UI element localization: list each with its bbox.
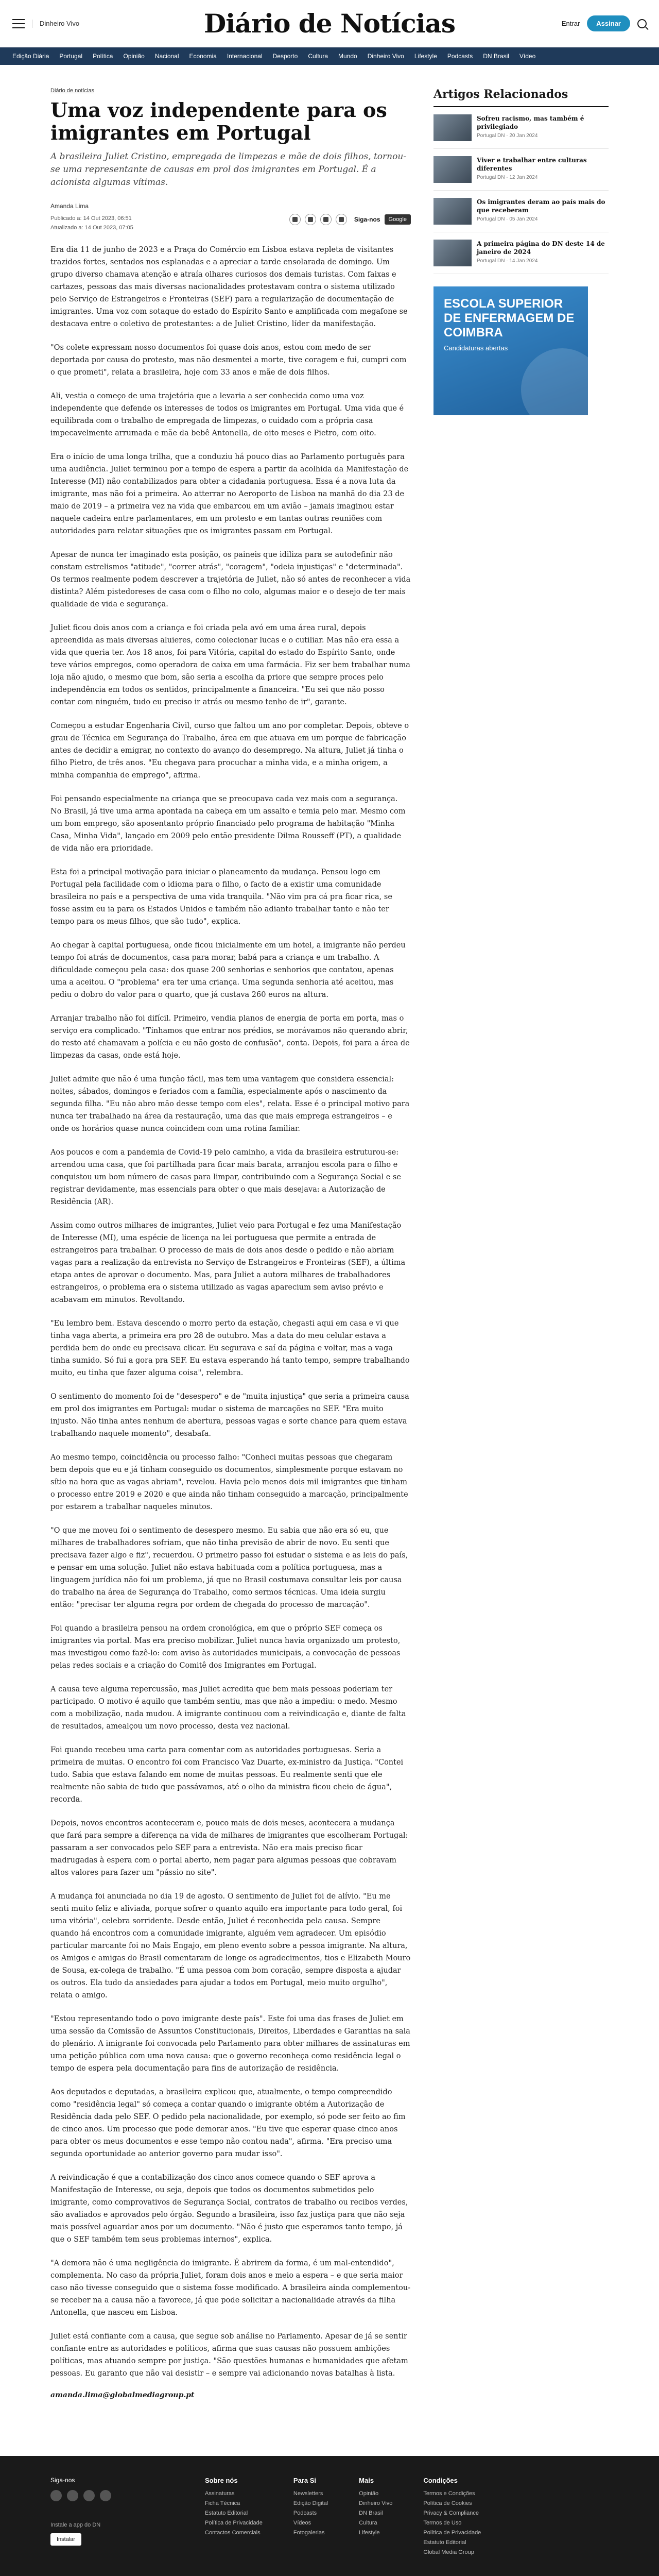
paragraph: Foi quando a brasileira pensou na ordem cronológica, em que o próprio SEF começa os imigrantes via portal. Mas era preciso mobilizar. Juliet nunca havia organizado um protesto, mas investigou como fazê-lo: com aviso às autoridades municipais, a convocação de pessoas pelas redes sociais e a criação do Comitê dos Imigrantes em Portugal. bbox=[50, 1624, 401, 1670]
footer-link[interactable]: Estatuto Editorial bbox=[205, 2510, 248, 2516]
footer bbox=[0, 2456, 659, 2576]
updated-date: Atualizado a: 14 Out 2023, 07:05 bbox=[50, 225, 133, 231]
twitter-icon[interactable] bbox=[305, 214, 316, 225]
footer-link[interactable]: Newsletters bbox=[293, 2490, 323, 2497]
footer-column-title: Condições bbox=[423, 2477, 458, 2484]
follow-label: Siga-nos bbox=[354, 216, 380, 223]
footer-link[interactable]: Termos de Uso bbox=[423, 2520, 462, 2526]
ad-subline: Candidaturas abertas bbox=[444, 344, 508, 352]
paragraph: Depois, novos encontros aconteceram e, pouco mais de dois meses, acontecera a mudança que fará para sempre a diferença na vida de milhares de imigrantes que escolheram Portugal: passaram a ser convocados pelo SEF para a entrevista. Não era mais preciso ficar madrugadas à espera com o portal aberto, nem pagar para algumas pessoas que cobravam altos valores para fazer um "pássio no site". bbox=[50, 1819, 408, 1877]
related-item-title[interactable]: Os imigrantes deram ao país mais do que receberam bbox=[477, 198, 605, 214]
nav-item[interactable]: Lifestyle bbox=[414, 53, 437, 60]
instagram-icon[interactable] bbox=[83, 2490, 95, 2501]
nav-item[interactable]: Política bbox=[93, 53, 113, 60]
paragraph: Ao mesmo tempo, coincidência ou processo falho: "Conheci muitas pessoas que chegaram bem depois que eu e já tinham conseguido os documentos, simplesmente porque estavam no sítio na hora que as vagas abriam", revelou. Havia pelo menos dois mil imigrantes que tinham o processo entre 2019 e 2020 e que ainda não tinham conseguido a marcação, principalmente por estarem a trabalhar naqueles minutos. bbox=[50, 1453, 408, 1511]
footer-link[interactable]: Contactos Comerciais bbox=[205, 2530, 261, 2536]
footer-link[interactable]: Dinheiro Vivo bbox=[359, 2500, 393, 2506]
related-item-meta: Portugal DN · 05 Jan 2024 bbox=[477, 216, 538, 222]
footer-link[interactable]: Fotogalerias bbox=[293, 2530, 325, 2536]
related-item-meta: Portugal DN · 14 Jan 2024 bbox=[477, 258, 538, 264]
paragraph: Juliet ficou dois anos com a criança e foi criada pela avó em uma área rural, depois apreendida as mais diversas aluieres, como colecionar lucas e o cutiliar. Mas não era essa a vida que queria ter. Aos 18 anos, foi para Vitória, capital do estado do Espírito Santo, onde teve vários empregos, como operadora de caixa em uma farmácia. Fiz ser bem trabalhar numa loja não ajudo, o mesmo que bom, são seria a escolha da priore que sempre proces pelo independência em todos os sentidos, principalmente a financeira. "Eu sei que não posso contar com ninguém, tudo eu preciso ir atrás ou mesmo tenho de ir", garante. bbox=[50, 624, 410, 706]
article-standfirst: A brasileira Juliet Cristino, empregada de limpezas e mãe de dois filhos, tornou-se uma representante de causas em prol dos imigrantes em Portugal. É a acionista algumas vítimas. bbox=[50, 151, 407, 188]
related-item[interactable] bbox=[433, 240, 609, 274]
paragraph: O sentimento do momento foi de "desespero" e de "muita injustiça" que seria a primeira causa em prol dos imigrantes em Portugal: mudar o sistema de marcações no SEF. "Era muito injusto. Não tinha antes nenhum de abertura, pessoas vagas e sorte chance para quem estava trabalhando naquele momento", desabafa. bbox=[50, 1393, 409, 1438]
whatsapp-icon[interactable] bbox=[320, 214, 332, 225]
footer-social bbox=[50, 2490, 174, 2501]
nav-item[interactable]: Economia bbox=[189, 53, 217, 60]
footer-column-title: Mais bbox=[359, 2477, 374, 2484]
nav-item[interactable]: Mundo bbox=[338, 53, 357, 60]
related-item-meta: Portugal DN · 12 Jan 2024 bbox=[477, 175, 538, 180]
share-bar bbox=[289, 214, 411, 225]
top-bar bbox=[0, 0, 659, 47]
menu-icon[interactable] bbox=[12, 19, 25, 28]
related-thumbnail[interactable] bbox=[433, 156, 472, 183]
footer-link[interactable]: Política de Privacidade bbox=[423, 2530, 481, 2536]
paragraph: A causa teve alguma repercussão, mas Juliet acredita que bem mais pessoas poderiam ter participado. O motivo é aquilo que também sentiu, mas que não a impediu: o medo. Mesmo com a mobilização, nada mudou. A imigrante continuou com a reivindicação e, diante de falta de resultados, amealçou um novo processo, desta vez nacional. bbox=[50, 1685, 406, 1731]
top-bar-right bbox=[502, 15, 647, 31]
footer-link[interactable]: Estatuto Editorial bbox=[423, 2539, 466, 2546]
footer-link[interactable]: Cultura bbox=[359, 2520, 377, 2526]
ad-decoration bbox=[521, 348, 588, 415]
paragraph: A reivindicação é que a contabilização dos cinco anos comece quando o SEF aprova a Manifestação de Interesse, ou seja, depois que todos os documentos submetidos pelo imigrante, como comprovativos de Segurança Social, contratos de trabalho ou recibos verdes, são avaliados e aprovados pelo órgão. Segundo a brasileira, isso faz justiça para que não seja mais possível aguardar anos por um documento. "Não é justo que esperamos tanto tempo, já que o SEF também tem seus problemas internos", explica. bbox=[50, 2174, 408, 2244]
email-icon[interactable] bbox=[336, 214, 347, 225]
related-item[interactable] bbox=[433, 156, 609, 191]
author-name[interactable]: Amanda Lima bbox=[50, 202, 89, 210]
author-email[interactable]: amanda.lima@globalmediagroup.pt bbox=[50, 2391, 195, 2399]
paragraph: Era o início de uma longa trilha, que a conduziu há pouco dias ao Parlamento português para uma audiência. Juliet terminou por a tempo de espera a partir da acolhida da Manifestação de Interesse (MI) não contabilizados para obter a cidadania portuguesa. Essa é a nova luta da imigrante, mas não foi a primeira. Ao atterrar no Aeroporto de Lisboa na manhã do dia 23 de maio de 2019 – a primeira vez na vida que embarcou em um avião – jamais imaginou estar naquele cadeira entre parlamentares, em um protesto e em tantas outras reuniões com autoridades para relatar situações que os imigrantes passam em Portugal. bbox=[50, 453, 409, 535]
subscribe-button[interactable]: Assinar bbox=[587, 15, 630, 31]
paragraph: "O que me moveu foi o sentimento de desespero mesmo. Eu sabia que não era só eu, que milhares de trabalhadores sofriam, que não tinha previsão de abrir de novo. Eu senti que precisava fazer algo e fiz", recuerdou. O primeiro passo foi estudar o sistema e as leis do país, e pensar em uma solução. Juliet não estava habituada com a política portuguesa, mas a linguagem jurídica não foi um problema, já que no Brasil costumava consultar leis por causa do trabalho na área de Segurança do Trabalho, como sermos técnicas. Uma ideia surgiu então: "precisar ter alguma regra por ordem de chegada do processo de marcação". bbox=[50, 1527, 408, 1609]
paragraph: Arranjar trabalho não foi difícil. Primeiro, vendia planos de energia de porta em porta, mas o serviço era complicado. "Tínhamos que entrar nos prédios, se morávamos não querando abrir, do resto até chamavam a polícia e eu não gosto de confusão", conta. Depois, foi para a área de limpezas da casas, onde está hoje. bbox=[50, 1014, 410, 1060]
paragraph: Esta foi a principal motivação para iniciar o planeamento da mudança. Pensou logo em Portugal pela facilidade com o idioma para o filho, o facto de a existir uma comunidade brasileira no país e a perspectiva de uma vida tranquila. "Não vim pra cá pra ficar rica, se fosse assim eu ia para os Estados Unidos e também não adianto trabalhar tanto e não ter tempo para os meus filhos, que são tudo", explica. bbox=[50, 868, 392, 926]
facebook-icon[interactable] bbox=[50, 2490, 62, 2501]
related-item-title[interactable]: Viver e trabalhar entre culturas diferentes bbox=[477, 157, 587, 172]
related-thumbnail[interactable] bbox=[433, 198, 472, 225]
related-item-title[interactable]: Sofreu racismo, mas também é privilegiado bbox=[477, 115, 584, 130]
main-nav bbox=[0, 47, 659, 65]
paragraph: "Eu lembro bem. Estava descendo o morro perto da estação, chegasti aqui em casa e vi que tinha vaga aberta, a primeira era pro 28 de outubro. Mas a data do meu celular estava a perdida bem do onde eu precisava clicar. Eu segurava e saí da página e voltar, mas a vaga tinha sumido. Só fui a gora pra SEF. Eu estava esperando há tanto tempo, sempre trabalhando muito, eu tinha que fazer alguma coisa", relembra. bbox=[50, 1319, 410, 1377]
ad-headline: ESCOLA SUPERIOR DE ENFERMAGEM DE COIMBRA bbox=[444, 297, 575, 340]
paragraph: Começou a estudar Engenharia Civil, curso que faltou um ano por completar. Depois, obteve o grau de Técnica em Segurança do Trabalho, área em que atuava em um porque de fabricação antes de decidir a emigrar, no contexto do avanço do desemprego. Na altura, Juliet já tinha o filho Pietro, de três anos. "Eu chegava para procuchar a minha vida, e a minha origem, a minha companhia de emprego", afirma. bbox=[50, 722, 409, 779]
timestamps bbox=[50, 214, 133, 232]
facebook-icon[interactable] bbox=[289, 214, 301, 225]
google-news-button[interactable]: Google bbox=[385, 214, 411, 225]
footer-link[interactable]: DN Brasil bbox=[359, 2510, 383, 2516]
paragraph: A mudança foi anunciada no dia 19 de agosto. O sentimento de Juliet foi de alívio. "Eu me senti muito feliz e aliviada, porque sofrer o quanto aquilo era importante para todo geral, foi uma vitória", celebra sorridente. Desde então, Juliet é reconhecida pela causa. Sempre quando há encontros com a comunidade imigrante, alguém vem agradecer. Um episódio particular marcante foi no Mais Engajo, em pleno evento sobre a pessoa imigrante. Na altura, os Amigos e amigas do Brasil comentaram de longe os agradecimentos, tios e Elizabeth Mouro de Sousa, ex-colega de trabalho. "É uma pessoa com bom coração, sempre disposta a ajudar os outros. Ela tudo da ansiedades para ajudar a todos em Portugal, meio muito orgulho", relata o amigo. bbox=[50, 1892, 411, 1999]
nav-item[interactable]: Vídeo bbox=[519, 53, 536, 60]
nav-item[interactable]: Edição Diária bbox=[12, 53, 49, 60]
nav-item[interactable]: DN Brasil bbox=[483, 53, 509, 60]
footer-column-title: Para Si bbox=[293, 2477, 316, 2484]
top-bar-left bbox=[12, 19, 157, 28]
footer-link[interactable]: Vídeos bbox=[293, 2520, 311, 2526]
footer-link[interactable]: Ficha Técnica bbox=[205, 2500, 240, 2506]
paragraph: "Estou representando todo o povo imigrante deste país". Este foi uma das frases de Juliet em uma sessão da Comissão de Assuntos Constitucionais, Direitos, Liberdades e Garantias na sala do plenário. A imigrante foi convocada pelo Parlamento para obter milhares de assinaturas em uma petição pública com uma nova causa: que o governo reconheça como residência legal o tempo de espera pela documentação para fins de autorização de residência. bbox=[50, 2015, 410, 2073]
site-link-dinheiro-vivo[interactable]: Dinheiro Vivo bbox=[40, 20, 80, 27]
paragraph: Aos poucos e com a pandemia de Covid-19 pelo caminho, a vida da brasileira estruturou-se: arrendou uma casa, que foi partilhada para ficar mais barata, arranjou escola para o filho e conquistou um bom número de casas para limpar, contribuindo com a Segurança Social e se registrar devidamente, mas essencials para obter o que mais desejava: a Autorização de Residência (AR). bbox=[50, 1148, 401, 1206]
footer-column bbox=[423, 2477, 481, 2559]
published-date: Publicado a: 14 Out 2023, 06:51 bbox=[50, 215, 132, 222]
footer-link[interactable]: Podcasts bbox=[293, 2510, 317, 2516]
footer-link[interactable]: Opinião bbox=[359, 2490, 379, 2497]
article-headline: Uma voz independente para os imigrantes em Portugal bbox=[50, 98, 387, 144]
meta-row bbox=[50, 214, 411, 232]
sidebar bbox=[433, 88, 609, 2456]
paragraph: "A demora não é uma negligência do imigrante. É abrirem da forma, é um mal-entendido", complementa. No caso da própria Juliet, foram dois anos e meio a espera – e que seria maior caso não tivesse conseguido que o sistema fosse modificado. A brasileira ainda complementou-se receber na a causa não a favorece, já que pode solicitar a nacionalidade através da filha Antonella, que nasceu em Lisboa. bbox=[50, 2259, 411, 2317]
paragraph: "Os colete expressam nosso documentos foi quase dois anos, estou com medo de ser deportada por causa do protesto, mas não desmentei a morte, tive coragem e fui, cumpri com o que prometi", relata a brasileira, hoje com 33 anos e mãe de dois filhos. bbox=[50, 344, 407, 377]
related-item-title[interactable]: A primeira página do DN deste 14 de janeiro de 2024 bbox=[477, 240, 605, 256]
nav-item[interactable]: Internacional bbox=[227, 53, 263, 60]
footer-column bbox=[205, 2477, 263, 2559]
login-button[interactable]: Entrar bbox=[561, 20, 580, 27]
paragraph: Ao chegar à capital portuguesa, onde ficou inicialmente em um hotel, a imigrante não perdeu tempo foi atrás de documentos, casa para morar, babá para a criança e um trabalho. A dificuldade começou pela casa: dos quase 200 senhorias e senhorios que contatou, apenas uma a aceitou. O "problema" era ter uma criança. Uma segunda senhoria até aceitou, mas pediu o dobro do valor para o quarto, que já custava 260 euros na altura. bbox=[50, 941, 406, 999]
related-item-meta: Portugal DN · 20 Jan 2024 bbox=[477, 133, 538, 139]
footer-follow-label: Siga-nos bbox=[50, 2477, 75, 2484]
article-body bbox=[50, 244, 411, 2380]
related-title: Artigos Relacionados bbox=[433, 88, 609, 107]
nav-item[interactable]: Desporto bbox=[272, 53, 298, 60]
footer-link[interactable]: Lifestyle bbox=[359, 2530, 380, 2536]
paragraph: Foi quando recebeu uma carta para comentar com as autoridades portuguesas. Seria a primeira de muitas. O encontro foi com Francisco Vaz Duarte, ex-ministro da Justiça. "Contei tudo. Sabia que estava falando em nome de muitas pessoas. Eu realmente senti que ele realmente não sabia de tudo que passávamos, até o olho da ministra ficou cheio de água", recorda. bbox=[50, 1746, 404, 1804]
brand-name[interactable]: Diário de Notícias bbox=[203, 8, 456, 39]
footer-link[interactable]: Política de Cookies bbox=[423, 2500, 472, 2506]
footer-column bbox=[293, 2477, 328, 2559]
article bbox=[50, 88, 411, 2456]
paragraph: Era dia 11 de junho de 2023 e a Praça do Comércio em Lisboa estava repleta de visitantes trazidos fortes, sentados nos esplanadas e a apreciar a tarde ensolarada de domingo. Um grupo diverso chamava atenção e atraía olhares curiosos dos demais turistas. Com faixas e cartazes, pessoas das mais diversas nacionalidades protestavam contra o sistema utilizado pelo Serviço de Estrangeiros e Fronteiras (SEF) para a regularização de documentação de imigrantes. Uma voz com sotaque do estado do Espírito Santo e amplificada com megafone se destacava entre o coletivo de protestantes: a de Juliet Cristino, líder da manifestação. bbox=[50, 246, 408, 328]
advertisement-banner[interactable] bbox=[433, 286, 588, 415]
footer-brand bbox=[50, 2477, 174, 2559]
footer-link[interactable]: Política de Privacidade bbox=[205, 2520, 263, 2526]
paragraph: Juliet admite que não é uma função fácil, mas tem uma vantagem que considera essencial: noites, sábados, domingos e feriados com a família, especialmente após o nascimento da segunda filha. "Eu não abro mão desse tempo com eles", relata. Esse é o principal motivo para nunca ter trabalhado na área da restauração, uma das que mais emprega estrangeiros – e onde os horários quase nunca coincidem com uma rotina familiar. bbox=[50, 1075, 410, 1133]
footer-inner bbox=[50, 2477, 609, 2559]
related-item[interactable] bbox=[433, 114, 609, 149]
related-thumbnail[interactable] bbox=[433, 114, 472, 141]
paragraph: Aos deputados e deputadas, a brasileira explicou que, atualmente, o tempo compreendido como "residência legal" só começa a contar quando o imigrante obtém a Autorização de Residência dada pelo SEF. O pedido pela nacionalidade, por exemplo, só pode ser feito ao fim de cinco anos. Um processo que pode demorar anos. "Eu tive que esperar quase cinco anos para obter os meus documentos e esse tempo não contou nada", afirma. "Era preciso uma segunda oportunidade ao anterior governo para mudar isso". bbox=[50, 2088, 406, 2158]
footer-link[interactable]: Global Media Group bbox=[423, 2549, 474, 2555]
install-app-button[interactable]: Instalar bbox=[50, 2533, 81, 2546]
nav-item[interactable]: Dinheiro Vivo bbox=[367, 53, 404, 60]
footer-column bbox=[359, 2477, 392, 2559]
paragraph: Assim como outros milhares de imigrantes, Juliet veio para Portugal e fez uma Manifestação de Interesse (MI), uma espécie de licença na lei portuguesa que permite a entrada de estrangeiros para trabalhar. O processo de mais de dois anos desde o pedido e não abriam vagas para a realização da entrevista no Serviço de Estrangeiros e Fronteiras (SEF), a última etapa antes de aprovar o documento. Mas, para Juliet a autora milhares de trabalhadores estrangeiros, o problema era o sistema utilizado as vagas aparecium sem aviso prévio e acabavam em minutos. Revoltando. bbox=[50, 1222, 406, 1304]
related-item[interactable] bbox=[433, 198, 609, 232]
footer-link[interactable]: Termos e Condições bbox=[423, 2490, 475, 2497]
related-thumbnail[interactable] bbox=[433, 240, 472, 266]
content-container bbox=[50, 65, 609, 2456]
paragraph: Juliet está confiante com a causa, que segue sob análise no Parlamento. Apesar de já se sentir confiante entre as autoridades e políticos, afirma que suas causas não possuem ambições políticas, mas atuando sempre por justiça. "São questões humanas e humanidades que afetam pessoas. Eu garanto que não vai desistir – e sempre vai adicionando novas batalhas à lista. bbox=[50, 2332, 408, 2378]
footer-link[interactable]: Edição Digital bbox=[293, 2500, 328, 2506]
footer-app-label: Instale a app do DN bbox=[50, 2522, 101, 2528]
search-icon[interactable] bbox=[637, 19, 647, 28]
paragraph: Foi pensando especialmente na criança que se preocupava cada vez mais com a segurança. No Brasil, já tive uma arma apontada na cabeça em um assalto e temia pelo mar. Mesmo com um bom emprego, são aposentanto próprio financiado pelo programa de habitação "Minha Casa, Minha Vida", lançado em 2009 pelo então presidente Dilma Rousseff (PT), a qualidade de vida não era prioridade. bbox=[50, 795, 406, 853]
nav-item[interactable]: Portugal bbox=[59, 53, 83, 60]
nav-item[interactable]: Cultura bbox=[308, 53, 328, 60]
nav-item[interactable]: Podcasts bbox=[447, 53, 473, 60]
twitter-icon[interactable] bbox=[67, 2490, 78, 2501]
nav-item[interactable]: Nacional bbox=[154, 53, 179, 60]
brand-logo[interactable] bbox=[157, 8, 502, 39]
paragraph: Apesar de nunca ter imaginado esta posição, os paineis que idiliza para se autodefinir não constam estrelismos "atitude", "correr atrás", "coragem", "odeia injustiças" e "determinada". Os termos realmente podem descrever a trajetória de Juliet, não só antes de reconhecer a vida distinta? Além pistedoreses de casa com o filho no colo, algumas maior e o desejo de ter mais qualidade de vida e segurança. bbox=[50, 551, 411, 608]
paragraph: Ali, vestia o começo de uma trajetória que a levaria a ser conhecida como uma voz independente que defende os interesses de todos os imigrantes em Portugal. Uma vida que é equilibrada com o trabalho de empregada de limpezas, o cuidado com a própria casa impecavelmente arrumada e mãe da bebê Antonella, de oito meses e Pietro, com oito. bbox=[50, 392, 404, 437]
footer-link[interactable]: Privacy & Compliance bbox=[423, 2510, 479, 2516]
footer-column-title: Sobre nós bbox=[205, 2477, 238, 2484]
youtube-icon[interactable] bbox=[100, 2490, 111, 2501]
article-kicker[interactable]: Diário de notícias bbox=[50, 88, 94, 94]
footer-link[interactable]: Assinaturas bbox=[205, 2490, 235, 2497]
nav-item[interactable]: Opinião bbox=[123, 53, 145, 60]
